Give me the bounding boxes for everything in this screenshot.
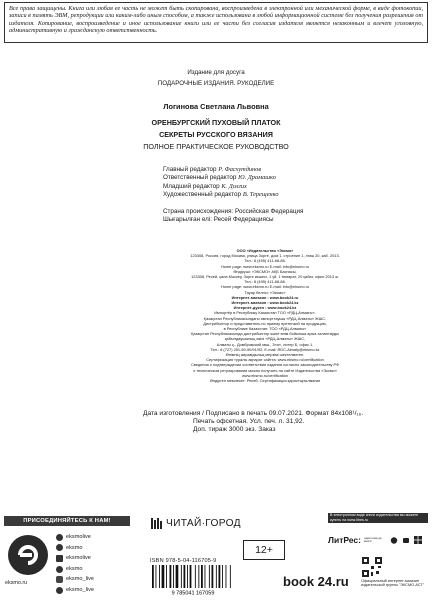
barcode-bar [201,565,203,588]
barcode-bar [230,565,231,588]
publisher-info-line: www.eksmo.ru/certification [241,372,289,378]
litres-tagline: один клик до книги [363,535,382,543]
litres-logo[interactable]: ЛитРес: [328,535,361,545]
publisher-info-line: 123308, Ресей, қала Мәскеу, Зорге көшесі, 1 үй, 1 ғимарат, 20 қабат, офис 2013 ж. [191,274,339,280]
publisher-info-line: Дистрибьютор и представитель по приему претензий на продукцию, [203,320,327,326]
join-us-banner: ПРИСОЕДИНЯЙТЕСЬ К НАМ! [4,516,130,526]
publisher-info-line: Өндіруші: «ЭКСМО» АҚБ Баспасы, [233,268,297,274]
barcode-bar [156,565,157,588]
barcode-bar [209,565,210,588]
social-links [56,532,94,596]
publisher-info-line: Тауар белгісі: «Эксмо» [244,289,286,295]
series-line: ПОДАРОЧНЫЕ ИЗДАНИЯ. РУКОДЕЛИЕ [157,80,275,87]
print-info: Дата изготовления / Подписано в печать 09.07.2021. Формат 84x108¹/₁₆. Печать офсетная. Усл. печ. л. 31,92. Доп. тираж 3000 экз. Заказ [143,410,364,434]
edition-line: Издание для досуга [187,69,245,76]
barcode-bar [219,565,221,588]
publisher-info-line: Өндірген мемлекет: Ресей. Сертификация қарастырылмаған [209,378,321,384]
publisher-info-line: ООО «Издательство «Эксмо» [236,248,294,253]
android-icon[interactable] [402,536,410,544]
publisher-info-line: Алматы қ., Домбровский көш., 3«а», литер Б, офис 1. [216,341,314,347]
social-link[interactable]: eksmolive [56,553,94,564]
credit-row: Главный редактор Р. Фасхутдинов [163,166,262,173]
eksmo-site-link[interactable]: eksmo.ru [5,580,28,586]
credit-row: Младший редактор К. Долгих [163,182,247,190]
litres-row [328,527,428,553]
barcode-bar [181,565,182,588]
chitai-gorod-logo: ЧИТАЙ·ГОРОД [151,518,241,529]
barcode-bar [152,565,154,588]
country-of-origin: Страна происхождения: Российская Федерация Шығарылған елі: Ресей Федерациясы [163,208,304,224]
publisher-info-line: Интернет-магазин : www.book24.kz [231,300,299,306]
barcode-bar [159,565,160,588]
book-title: ОРЕНБУРГСКИЙ ПУХОВЫЙ ПЛАТОК [151,118,281,127]
barcode-bar [216,565,217,588]
apple-icon[interactable] [390,536,398,544]
publisher-info-line: в Республике Казахстан: ТОО «РДЦ-Алматы» [223,326,307,332]
barcode-bar [170,565,172,588]
barcode-bar [198,565,199,588]
social-link[interactable]: eksmo_live [56,585,94,596]
publisher-info-line: о техническом регулировании можно получить на сайте Издательства «Эксмо» [193,367,337,373]
barcode-bar [190,565,192,588]
vk-icon [56,534,63,541]
publisher-info-line: Қазақстан Республикасындағы импорттаушы «РДЦ-Алматы» ЖШС. [203,315,327,321]
qr-code [361,556,383,578]
official-shop-text: Официальный интернет-магазин издательской группы "ЭКСМО-АСТ" [361,579,425,588]
barcode-bar [195,565,196,588]
publisher-info-line: Тел.: 8 (727) 251-59-90/91/92; E-mail: RDC-Almaty@eksmo.kz [210,346,320,352]
author-name: Логинова Светлана Львовна [163,102,269,111]
publisher-info-line: қабылдаушының өкілі «РДЦ-Алматы» ЖШС, [224,336,306,342]
ok-icon [56,544,63,551]
telegram-icon [56,566,63,573]
copyright-notice-text: Все права защищены. Книга или любая ее часть не может быть скопирована, воспроизведена в электронной или механической форме, в виде фотокопии, записи в память ЭВМ, репродукции или каким-либо иным способом, а также использована в любой информационной системе без получения разрешения от издателя. Копирование, воспроизведение и иное использование книги или ее части без согласия издателя является незаконным и влечет уголовную, административную и гражданскую ответственность. [9,5,423,35]
instagram-icon [56,555,63,562]
youtube-icon [56,576,63,583]
credit-row: Ответственный редактор Ю. Драмашко [163,174,276,182]
tiktok-icon [56,587,63,594]
publisher-info-line: Өнімнің жарамдылық мерзімі шектелмеген. [225,352,305,358]
publisher-info-line: 123308, Россия, город Москва, улица Зорге, дом 1, строение 1, этаж 20, каб. 2013. [190,253,340,259]
publisher-info-line: Тел.: 8 (495) 411-68-86. [244,258,286,264]
barcode-bar [176,565,179,588]
social-link[interactable]: eksmolive [56,532,94,543]
barcode-bar [226,565,227,588]
publisher-info-line: Қазақстан Республикасында дистрибьютор және өнім бойынша арыз-талаптарды [191,331,339,337]
book24-logo[interactable]: book 24.ru [283,574,349,589]
litres-banner: В электронном виде книги издательства вы можете купить на www.litres.ru [328,513,428,523]
isbn: ISBN 978-5-04-116705-9 [150,558,217,564]
book-description: ПОЛНОЕ ПРАКТИЧЕСКОЕ РУКОВОДСТВО [143,142,289,151]
barcode-bar [166,565,167,588]
publisher-info-line: Home page: www.eksmo.ru E-mail: info@eksmo.ru [220,263,310,269]
bookshelf-icon [151,518,164,529]
publisher-info-line: Импортёр в Республику Казахстан ТОО «РДЦ-Алматы». [214,310,316,316]
social-link[interactable]: eksmo [56,564,94,575]
barcode-bar [187,565,188,588]
barcode-digits: 9 785041 167059 [171,590,215,595]
barcode-bar [205,565,206,588]
barcode-bar [184,565,186,588]
publisher-info [120,248,410,383]
age-rating-badge: 12+ [243,540,285,560]
book-subtitle: СЕКРЕТЫ РУССКОГО ВЯЗАНИЯ [159,130,273,139]
barcode-bar [212,565,214,588]
barcode [150,565,236,595]
publisher-info-line: Сертификация туралы ақпарат сайтта: www.eksmo.ru/certification [206,357,324,363]
publisher-info-line: Интернет-магазин : www.book24.ru [231,294,299,300]
credit-row: Художественный редактор В. Терещенко [163,191,279,199]
publisher-info-line: Сведения о подтверждении соответствия издания согласно законодательству РФ [190,362,340,368]
barcode-bar [222,565,223,588]
editor-credits [163,166,279,200]
windows-icon[interactable] [414,536,422,544]
eksmo-logo[interactable] [6,533,50,577]
publisher-info-line: Home page: www.eksmo.ru E-mail: info@eksmo.ru [220,284,310,290]
barcode-bar [173,565,174,588]
barcode-bar [162,565,165,588]
copyright-notice-box [4,2,428,43]
publisher-info-line: Интернет-дүкен : www.book24.kz [233,305,297,311]
social-link[interactable]: eksmo [56,543,94,554]
social-link[interactable]: eksmo_live [56,574,94,585]
publisher-info-line: Тел.: 8 (495) 411-68-86. [244,279,286,285]
